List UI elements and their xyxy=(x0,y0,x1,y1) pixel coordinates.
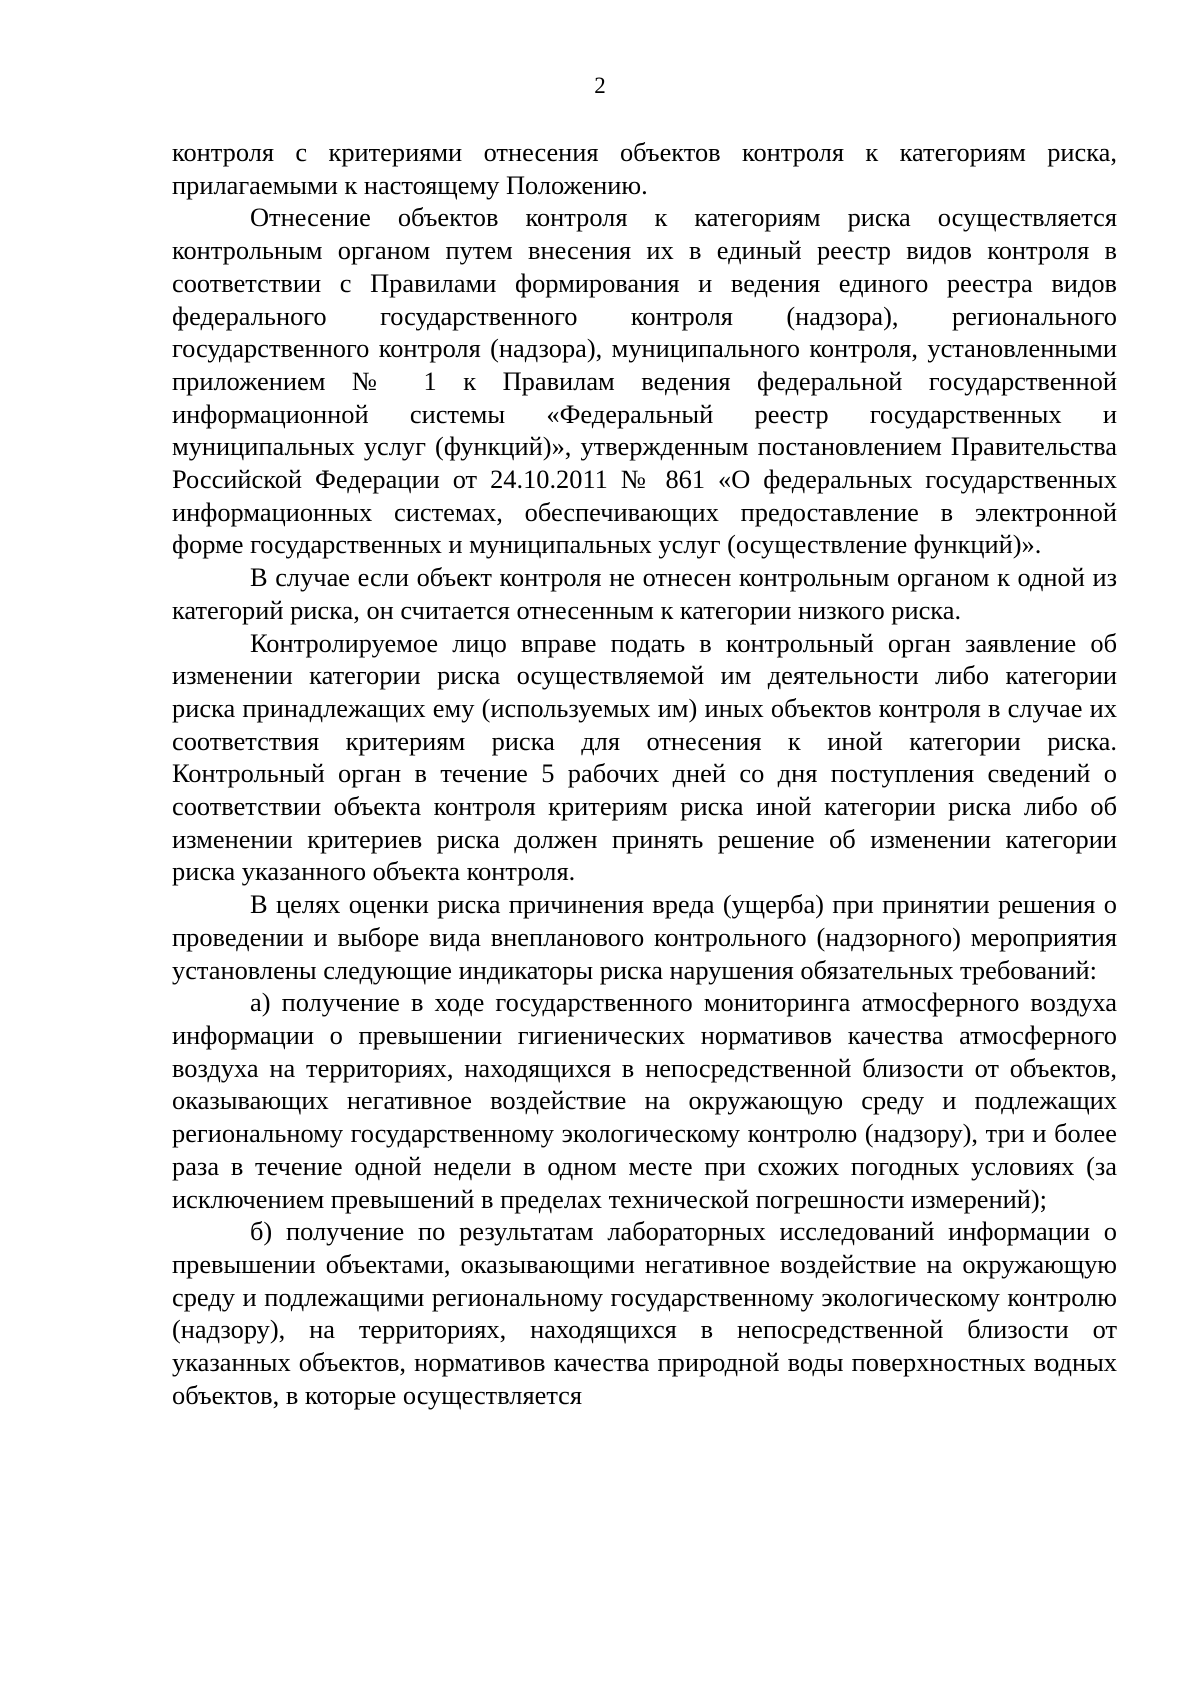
paragraph-indicator-b: б) получение по результатам лабораторных исследований информации о превышении объектами, оказывающими негативное воздействие на окружающую среду и подлежащими региональному государственному экологическому контролю (надзору), на территориях, находящихся в непосредственной близости от указанных объектов, нормативов качества природной воды поверхностных водных объектов, в которые осуществляется xyxy=(172,1216,1117,1410)
paragraph-low-risk-default: В случае если объект контроля не отнесен контрольным органом к одной из категорий риска, он считается отнесенным к категории низкого риска. xyxy=(172,562,1117,625)
paragraph-risk-indicators-intro: В целях оценки риска причинения вреда (ущерба) при принятии решения о проведении и выборе вида внепланового контрольного (надзорного) мероприятия установлены следующие индикаторы риска нарушения обязательных требований: xyxy=(172,889,1117,985)
paragraph-indicator-a: а) получение в ходе государственного мониторинга атмосферного воздуха информации о превышении гигиенических нормативов качества атмосферного воздуха на территориях, находящихся в непосредственной близости от объектов, оказывающих негативное воздействие на окружающую среду и подлежащих региональному государственному экологическому контролю (надзору), три и более раза в течение одной недели в одном месте при схожих погодных условиях (за исключением превышений в пределах технической погрешности измерений); xyxy=(172,987,1117,1214)
document-body xyxy=(172,136,1117,1411)
page-number: 2 xyxy=(594,73,606,98)
paragraph-change-category-application: Контролируемое лицо вправе подать в контрольный орган заявление об изменении категории риска осуществляемой им деятельности либо категории риска принадлежащих ему (используемых им) иных объектов контроля в случае их соответствия критериям риска для отнесения к иной категории риска. Контрольный орган в течение 5 рабочих дней со дня поступления сведений о соответствии объекта контроля критериям риска иной категории риска либо об изменении критериев риска должен принять решение об изменении категории риска указанного объекта контроля. xyxy=(172,627,1117,887)
paragraph-continuation: контроля с критериями отнесения объектов контроля к категориям риска, прилагаемыми к настоящему Положению. xyxy=(172,137,1117,200)
paragraph-risk-category-assignment: Отнесение объектов контроля к категориям риска осуществляется контрольным органом путем внесения их в единый реестр видов контроля в соответствии с Правилами формирования и ведения единого реестра видов федерального государственного контроля (надзора), регионального государственного контроля (надзора), муниципального контроля, установленными приложением № 1 к Правилам ведения федеральной государственной информационной системы «Федеральный реестр государственных и муниципальных услуг (функций)», утвержденным постановлением Правительства Российской Федерации от 24.10.2011 № 861 «О федеральных государственных информационных системах, обеспечивающих предоставление в электронной форме государственных и муниципальных услуг (осуществление функций)». xyxy=(172,202,1117,560)
